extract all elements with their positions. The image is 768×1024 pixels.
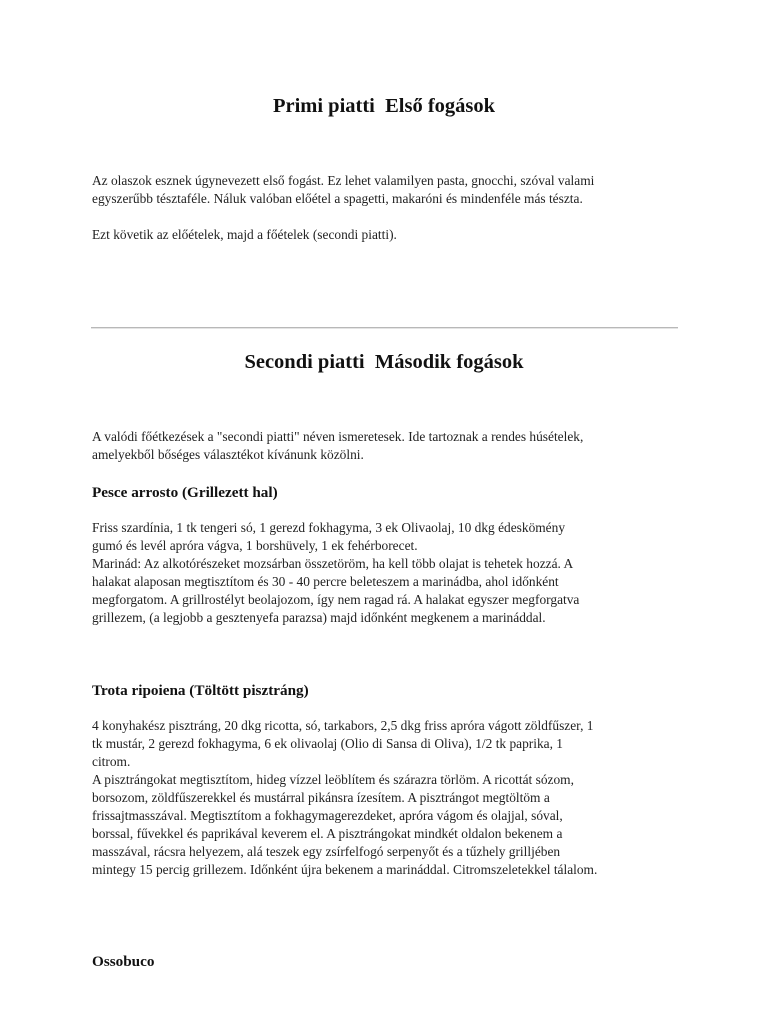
horizontal-divider: [91, 327, 678, 329]
paragraph-course-order: [92, 226, 692, 244]
paragraph-first-course-intro: [92, 172, 692, 208]
text-line: citrom.: [92, 754, 131, 769]
text-line: amelyekből bőséges választékot kívánunk közölni.: [92, 447, 364, 462]
text-line: tk mustár, 2 gerezd fokhagyma, 6 ek olivaolaj (Olio di Sansa di Oliva), 1/2 tk paprika, 1: [92, 736, 563, 751]
text-line: egyszerűbb tésztaféle. Náluk valóban előétel a spagetti, makaróni és mindenféle más tészta.: [92, 191, 583, 206]
text-line: borsozom, zöldfűszerekkel és mustárral pikánsra ízesítem. A pisztrángot megtöltöm a: [92, 790, 550, 805]
text-line: A pisztrángokat megtisztítom, hideg vízzel leöblítem és szárazra törlöm. A ricottát sózom,: [92, 772, 574, 787]
text-line: mintegy 15 percig grillezem. Időnként újra bekenem a marináddal. Citromszeletekkel tálalom.: [92, 862, 598, 877]
text-line: 4 konyhakész pisztráng, 20 dkg ricotta, só, tarkabors, 2,5 dkg friss apróra vágott zöldfűszer, 1: [92, 718, 594, 733]
recipe-title-pesce-arrosto: Pesce arrosto (Grillezett hal): [92, 484, 278, 501]
text-line: halakat alaposan megtisztítom és 30 - 40 percre beleteszem a marinádba, ahol időnként: [92, 574, 559, 589]
text-line: Az olaszok esznek úgynevezett első fogást. Ez lehet valamilyen pasta, gnocchi, szóval valami: [92, 173, 595, 188]
text-line: Ezt követik az előételek, majd a főételek (secondi piatti).: [92, 227, 397, 242]
text-line: Friss szardínia, 1 tk tengeri só, 1 gerezd fokhagyma, 3 ek Olivaolaj, 10 dkg édeskömény: [92, 520, 566, 535]
text-line: megforgatom. A grillrostélyt beolajozom, így nem ragad rá. A halakat egyszer megforgatva: [92, 592, 580, 607]
text-line: masszával, rácsra helyezem, alá teszek egy zsírfelfogó serpenyőt és a tűzhely grilljében: [92, 844, 561, 859]
text-line: A valódi főétkezések a "secondi piatti" néven ismeretesek. Ide tartoznak a rendes húsételek,: [92, 429, 584, 444]
section-heading-secondi-piatti: Secondi piatti Második fogások: [244, 351, 524, 373]
text-line: borssal, fűvekkel és paprikával keverem el. A pisztrángokat mindkét oldalon bekenem a: [92, 826, 563, 841]
section-heading-primi-piatti: Primi piatti Első fogások: [272, 95, 496, 117]
recipe-title-ossobuco: Ossobuco: [92, 953, 155, 970]
text-line: gumó és levél apróra vágva, 1 borshüvely, 1 ek fehérborecet.: [92, 538, 418, 553]
recipe-body-trota-ripoiena: [92, 717, 692, 879]
recipe-title-trota-ripoiena: Trota ripoiena (Töltött pisztráng): [92, 682, 309, 699]
paragraph-main-course-intro: [92, 428, 692, 464]
text-line: frissajtmasszával. Megtisztítom a fokhagymagerezdeket, apróra vágom és olajjal, sóval,: [92, 808, 563, 823]
text-line: Marinád: Az alkotórészeket mozsárban összetöröm, ha kell több olajat is tehetek hozzá. A: [92, 556, 574, 571]
recipe-body-pesce-arrosto: [92, 519, 692, 627]
text-line: grillezem, (a legjobb a gesztenyefa parazsa) majd időnként megkenem a marináddal.: [92, 610, 546, 625]
